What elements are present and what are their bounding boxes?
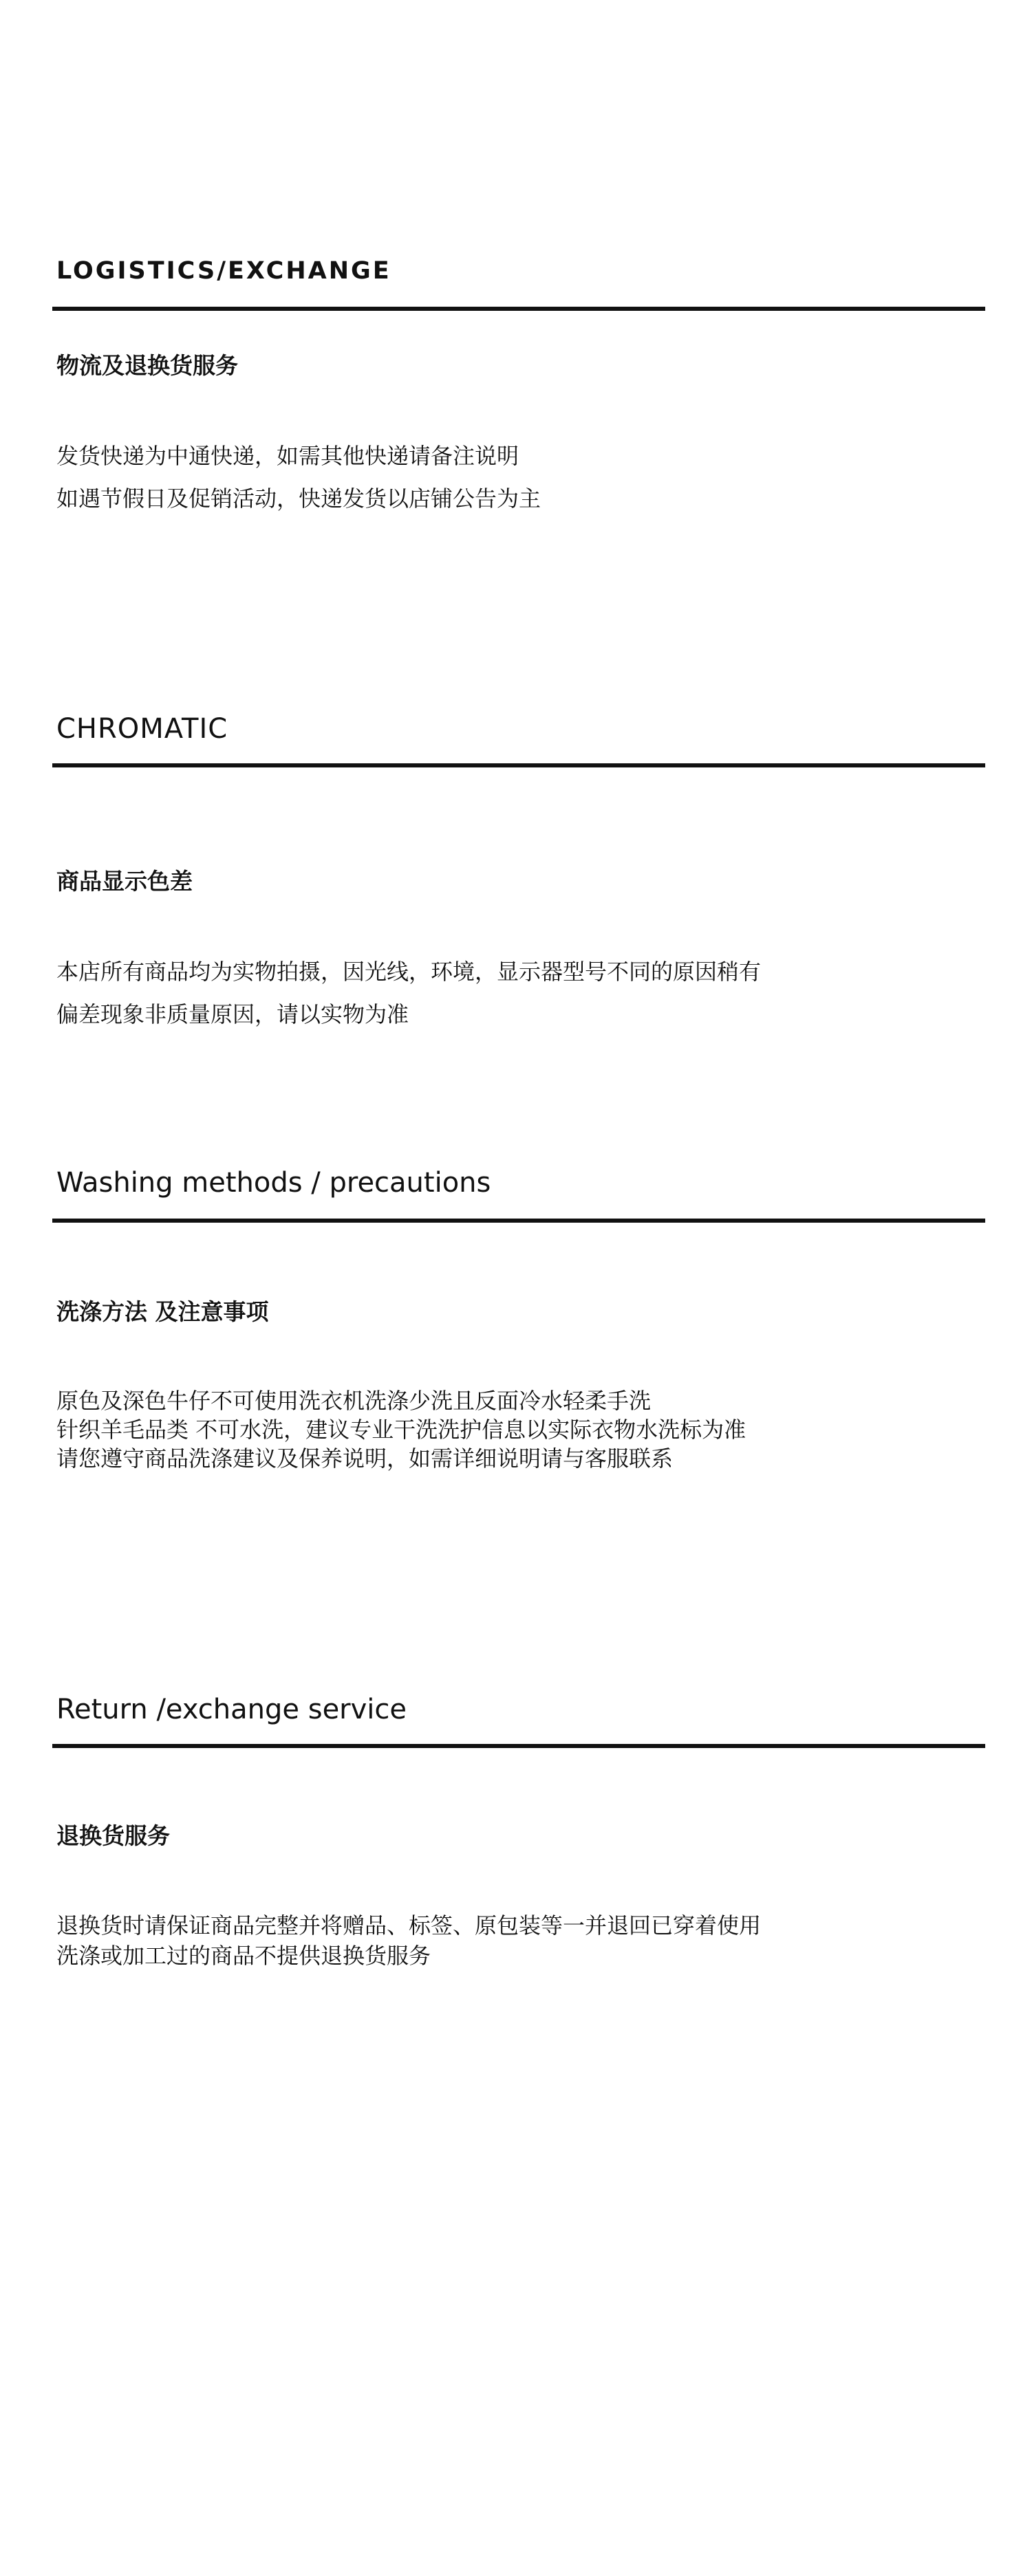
section-divider xyxy=(52,1744,985,1748)
section-heading: CHROMATIC xyxy=(56,713,228,745)
body-line: 原色及深色牛仔不可使用洗衣机洗涤少洗且反面冷水轻柔手洗 xyxy=(56,1388,652,1414)
section-subtitle: 商品显示色差 xyxy=(56,868,193,895)
section-heading: Washing methods / precautions xyxy=(56,1167,491,1199)
section-subtitle: 退换货服务 xyxy=(56,1822,170,1849)
section-body xyxy=(56,1910,761,1971)
body-line: 请您遵守商品洗涤建议及保养说明，如需详细说明请与客服联系 xyxy=(56,1445,674,1472)
section-subtitle: 洗涤方法 及注意事项 xyxy=(56,1298,269,1325)
body-line: 本店所有商品均为实物拍摄，因光线，环境，显示器型号不同的原因稍有 xyxy=(56,959,762,985)
section-heading: Return /exchange service xyxy=(56,1694,407,1725)
body-line: 如遇节假日及促销活动，快递发货以店铺公告为主 xyxy=(56,485,541,512)
body-line: 退换货时请保证商品完整并将赠品、标签、原包装等一并退回已穿着使用 xyxy=(56,1912,762,1939)
body-line: 针织羊毛品类 不可水洗，建议专业干洗洗护信息以实际衣物水洗标为准 xyxy=(56,1417,746,1443)
body-line: 发货快递为中通快递，如需其他快递请备注说明 xyxy=(56,443,519,469)
section-subtitle: 物流及退换货服务 xyxy=(56,352,238,379)
body-line: 偏差现象非质量原因，请以实物为准 xyxy=(56,1001,409,1027)
section-heading: LOGISTICS/EXCHANGE xyxy=(56,257,391,285)
body-line: 洗涤或加工过的商品不提供退换货服务 xyxy=(56,1943,431,1969)
